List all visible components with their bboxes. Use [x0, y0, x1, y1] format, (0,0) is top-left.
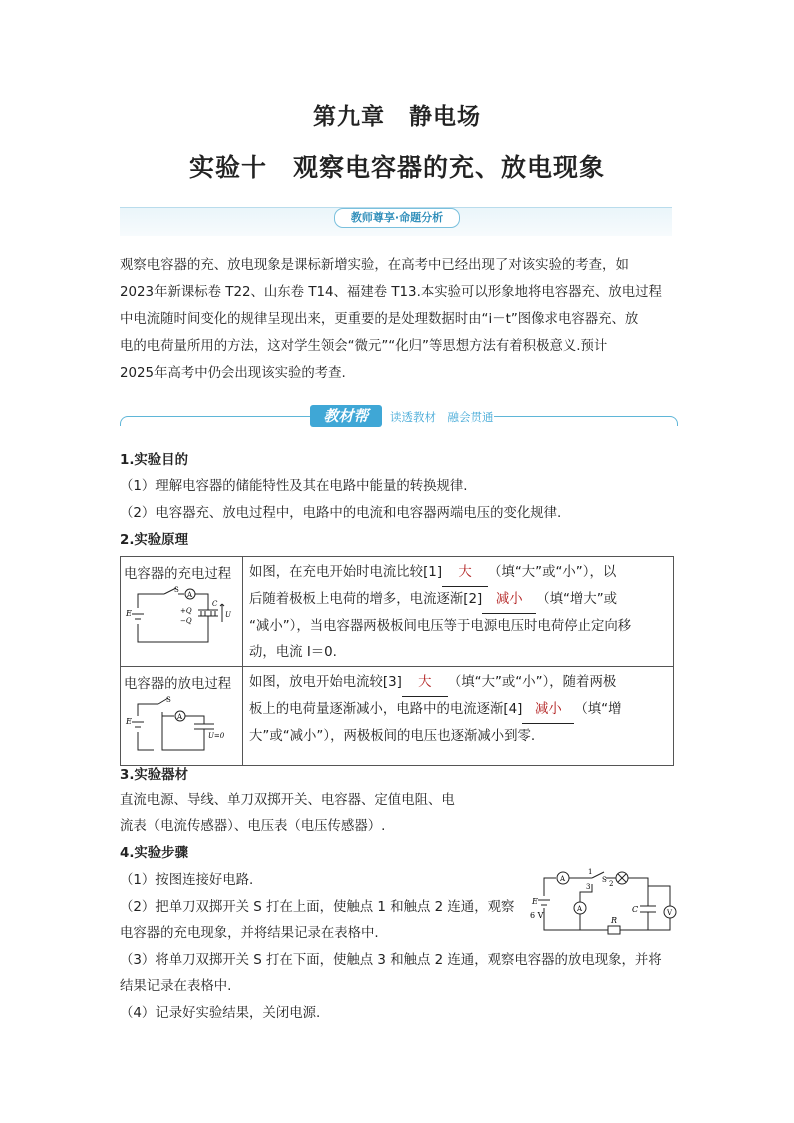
label-c: C — [212, 600, 218, 608]
experiment-title: 实验十 观察电容器的充、放电现象 — [188, 153, 605, 182]
ammeter-label: A — [187, 591, 193, 599]
step-1: （1）按图连接好电路. — [120, 873, 254, 888]
answer-blank-4: 减小 — [522, 697, 574, 724]
row-label-cell — [121, 667, 243, 766]
ammeter-label: A — [577, 905, 583, 913]
text: 如图，在充电开始时电流比较[1] — [249, 565, 443, 580]
intro-line: 中电流随时间变化的规律呈现出来，更重要的是处理数据时由“i－t”图像求电容器充、放 — [120, 312, 639, 327]
section-3-line-1: 直流电源、导线、单刀双掷开关、电容器、定值电阻、电 — [120, 793, 455, 808]
text: （填“增大”或 — [536, 592, 618, 607]
label-s: S — [602, 876, 607, 884]
step-2b: 电容器的充电现象，并将结果记录在表格中. — [120, 926, 379, 941]
label-u: U — [225, 611, 231, 619]
text: （填“大”或“小”），随着两极 — [447, 675, 617, 690]
table-row — [121, 667, 674, 766]
text: （填“大”或“小”），以 — [488, 565, 617, 580]
label-s: S — [166, 696, 171, 704]
intro-line: 2023年新课标卷 T22、山东卷 T14、福建卷 T13.本实验可以形象地将电容器充、放电过程 — [120, 285, 662, 300]
textbook-banner — [120, 404, 678, 430]
text: 如图，放电开始电流较[3] — [249, 675, 402, 690]
discharge-label: 电容器的放电过程 — [124, 677, 232, 692]
discharge-description — [243, 667, 674, 766]
intro-line: 电的电荷量所用的方法，这对学生领会“微元”“化归”等思想方法有着积极意义.预计 — [120, 339, 608, 354]
teacher-banner — [120, 207, 672, 236]
answer-blank-1: 大 — [442, 560, 488, 587]
banner-subtitle: 读透教材 融会贯通 — [390, 410, 494, 424]
label-n1: 1 — [588, 868, 593, 876]
text: 板上的电荷量逐渐减小，电路中的电流逐渐[4] — [249, 702, 523, 717]
charge-description — [243, 557, 674, 667]
step-3a: （3）将单刀双掷开关 S 打在下面，使触点 3 和触点 2 连通，观察电容器的放电现象，并将 — [120, 953, 662, 968]
label-r: R — [611, 916, 618, 925]
label-n3: 3 — [586, 883, 591, 891]
chapter-title: 第九章 静电场 — [313, 104, 481, 130]
voltmeter-label: V — [667, 909, 673, 917]
ammeter-label: A — [560, 875, 566, 883]
answer-blank-3: 大 — [402, 670, 448, 697]
experiment-circuit-diagram — [530, 866, 680, 942]
step-2a: （2）把单刀双掷开关 S 打在上面，使触点 1 和触点 2 连通，观察 — [120, 900, 515, 915]
label-6v: 6 V — [530, 911, 544, 920]
banner-label: 教材帮 — [310, 405, 382, 427]
section-1-item-2: （2）电容器充、放电过程中，电路中的电流和电容器两端电压的变化规律. — [120, 506, 562, 521]
intro-line: 观察电容器的充、放电现象是课标新增实验，在高考中已经出现了对该实验的考查，如 — [120, 258, 629, 273]
text: 大”或“减小”），两极板间的电压也逐渐减小到零. — [249, 729, 536, 744]
label-minus-q: −Q — [180, 617, 192, 625]
label-plus-q: +Q — [180, 607, 192, 615]
section-3-title: 3.实验器材 — [120, 768, 188, 783]
step-3b: 结果记录在表格中. — [120, 979, 232, 994]
section-1-item-1: （1）理解电容器的储能特性及其在电路中能量的转换规律. — [120, 479, 468, 494]
charge-label: 电容器的充电过程 — [124, 567, 232, 582]
teacher-banner-label: 教师尊享·命题分析 — [334, 208, 460, 228]
step-4: （4）记录好实验结果，关闭电源. — [120, 1006, 321, 1021]
table-row — [121, 557, 674, 667]
answer-blank-2: 减小 — [482, 587, 536, 614]
row-label-cell — [121, 557, 243, 667]
label-c: C — [632, 905, 639, 914]
ammeter-label: A — [177, 713, 183, 721]
text: 动，电流 I＝0. — [249, 645, 337, 660]
text: “减小”），当电容器两极板间电压等于电源电压时电荷停止定向移 — [249, 619, 632, 634]
section-3-line-2: 流表（电流传感器）、电压表（电压传感器）. — [120, 819, 386, 834]
principle-table — [120, 556, 674, 766]
label-e: E — [126, 717, 132, 726]
banner-pill — [310, 405, 494, 429]
section-4-title: 4.实验步骤 — [120, 846, 188, 861]
charging-circuit-diagram — [124, 586, 236, 648]
label-s: S — [174, 586, 179, 594]
label-e: E — [126, 609, 132, 618]
intro-paragraph — [120, 252, 678, 387]
label-u0: U=0 — [208, 732, 225, 740]
label-e: E — [532, 897, 538, 906]
section-2-title: 2.实验原理 — [120, 533, 188, 548]
label-n2: 2 — [609, 880, 614, 888]
section-1-title: 1.实验目的 — [120, 453, 188, 468]
text: 后随着极板上电荷的增多，电流逐渐[2] — [249, 592, 483, 607]
discharging-circuit-diagram — [124, 696, 236, 756]
intro-line: 2025年高考中仍会出现该实验的考查. — [120, 366, 346, 381]
text: （填“增 — [574, 702, 622, 717]
